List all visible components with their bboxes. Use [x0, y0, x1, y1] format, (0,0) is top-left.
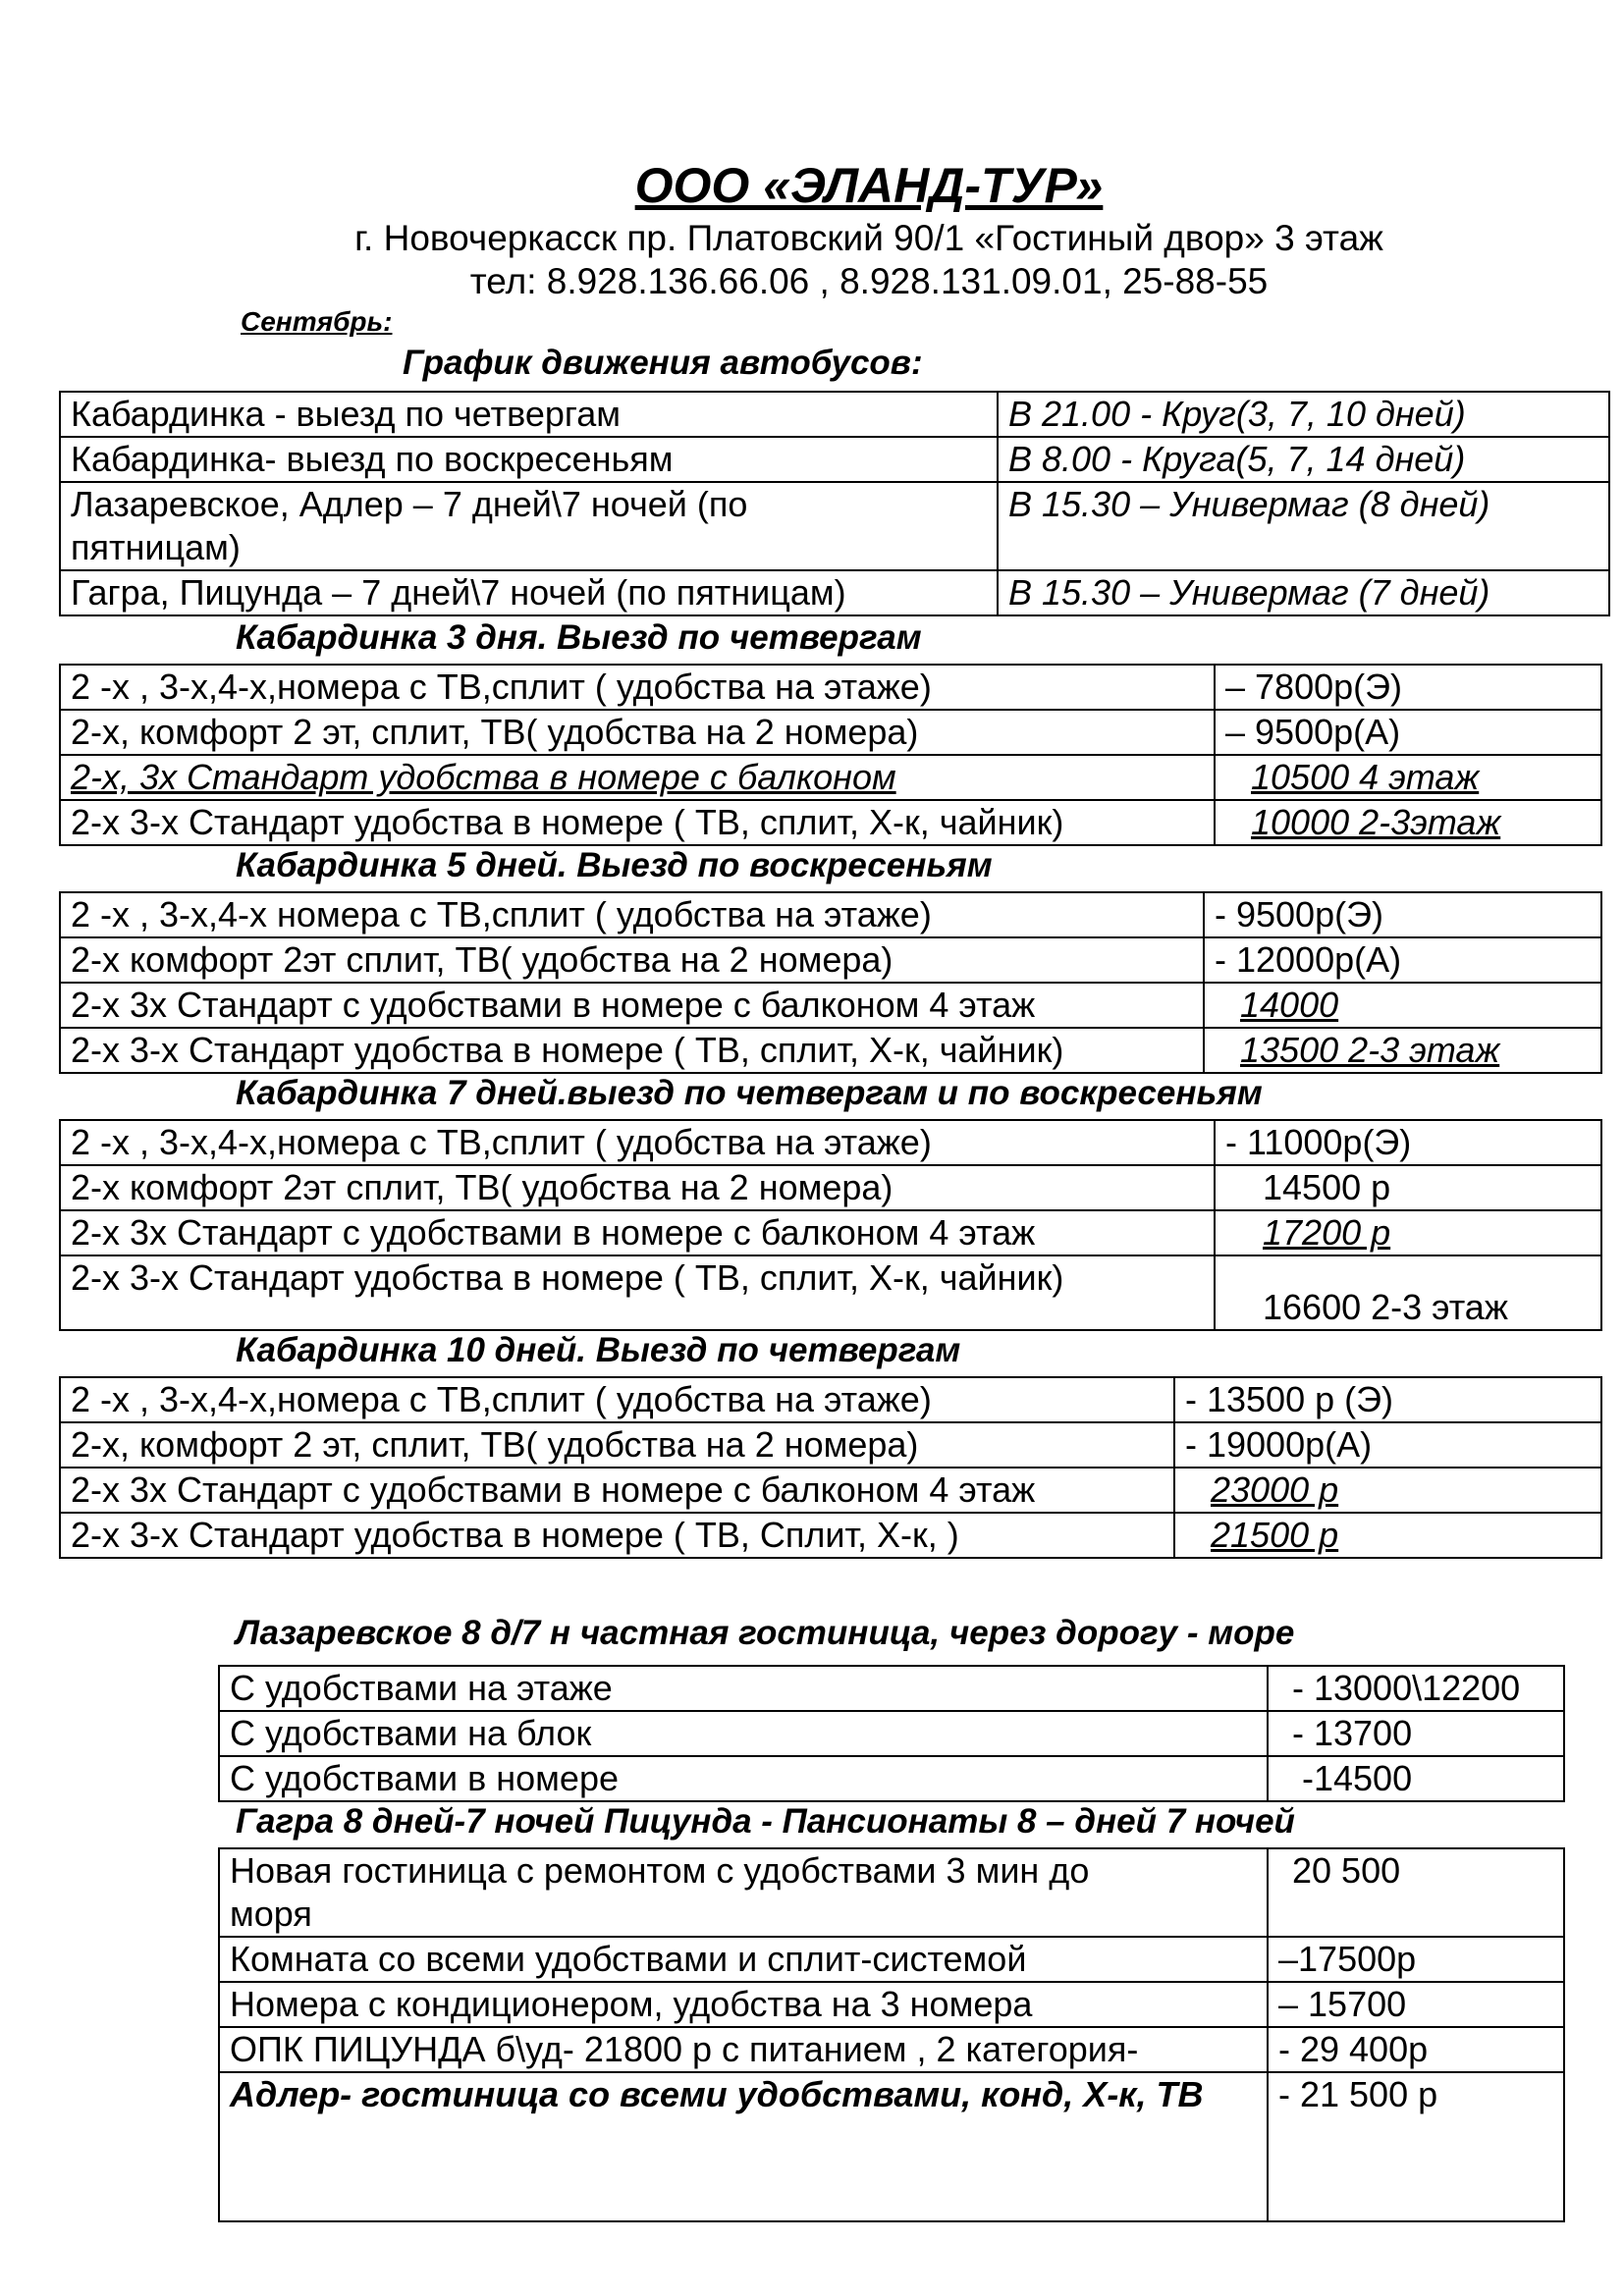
price-cell: - 13500 р (Э) — [1174, 1377, 1601, 1422]
price-cell: 14500 р — [1215, 1165, 1601, 1210]
room-cell: 2-х комфорт 2эт сплит, ТВ( удобства на 2 номера) — [60, 937, 1204, 983]
price-cell: – 7800р(Э) — [1215, 665, 1601, 710]
room-cell: 2-х 3-х Стандарт удобства в номере ( ТВ, сплит, Х-к, чайник) — [60, 800, 1215, 845]
price-cell: –17500р — [1268, 1937, 1564, 1982]
price-cell: 10000 2-3этаж — [1215, 800, 1601, 845]
room-cell: Адлер- гостиница со всеми удобствами, конд, Х-к, ТВ — [219, 2072, 1268, 2221]
table-row — [219, 1711, 1564, 1756]
price-cell: - 11000р(Э) — [1215, 1120, 1601, 1165]
room-cell: Комната со всеми удобствами и сплит-системой — [219, 1937, 1268, 1982]
price-cell: -14500 — [1268, 1756, 1564, 1801]
table-row — [60, 710, 1601, 755]
kab5-heading: Кабардинка 5 дней. Выезд по воскресеньям — [236, 846, 993, 884]
departure-cell: В 15.30 – Универмаг (7 дней) — [998, 570, 1609, 615]
table-row — [60, 482, 1609, 570]
room-cell: 2-х, комфорт 2 эт, сплит, ТВ( удобства на 2 номера) — [60, 1422, 1174, 1468]
route-cell: Кабардинка- выезд по воскресеньям — [60, 437, 998, 482]
price-cell: 20 500 — [1268, 1848, 1564, 1937]
table-row — [60, 1377, 1601, 1422]
gagra-heading: Гагра 8 дней-7 ночей Пицунда - Пансионаты 8 – дней 7 ночей — [236, 1802, 1295, 1841]
table-row — [60, 937, 1601, 983]
table-row — [60, 1468, 1601, 1513]
room-cell: 2 -х , 3-х,4-х номера с ТВ,сплит ( удобства на этаже) — [60, 892, 1204, 937]
table-row — [60, 983, 1601, 1028]
departure-cell: В 21.00 - Круг(3, 7, 10 дней) — [998, 392, 1609, 437]
room-cell: 2-х 3х Стандарт с удобствами в номере с балконом 4 этаж — [60, 1468, 1174, 1513]
table-row — [60, 892, 1601, 937]
room-cell: 2-х 3х Стандарт с удобствами в номере с балконом 4 этаж — [60, 1210, 1215, 1255]
table-row — [60, 437, 1609, 482]
route-cell: Лазаревское, Адлер – 7 дней\7 ночей (по пятницам) — [60, 482, 998, 570]
room-cell: 2-х 3-х Стандарт удобства в номере ( ТВ, сплит, Х-к, чайник) — [60, 1028, 1204, 1073]
table-row — [219, 1982, 1564, 2027]
room-cell: С удобствами в номере — [219, 1756, 1268, 1801]
room-cell: С удобствами на этаже — [219, 1666, 1268, 1711]
company-title: ООО «ЭЛАНД-ТУР» — [634, 158, 1104, 213]
table-row — [60, 1120, 1601, 1165]
room-cell: 2 -х , 3-х,4-х,номера с ТВ,сплит ( удобства на этаже) — [60, 1377, 1174, 1422]
table-row — [60, 1513, 1601, 1558]
room-cell: 2-х, комфорт 2 эт, сплит, ТВ( удобства на 2 номера) — [60, 710, 1215, 755]
price-cell: 16600 2-3 этаж — [1215, 1255, 1601, 1330]
table-row — [60, 665, 1601, 710]
table-row — [219, 1848, 1564, 1937]
price-cell: 23000 р — [1174, 1468, 1601, 1513]
gagra-table — [218, 1847, 1565, 2222]
price-cell: - 13000\12200 — [1268, 1666, 1564, 1711]
lazarevskoe-heading: Лазаревское 8 д/7 н частная гостиница, через дорогу - море — [236, 1614, 1295, 1652]
price-cell: 10500 4 этаж — [1215, 755, 1601, 800]
table-row — [60, 1255, 1601, 1330]
price-cell: - 13700 — [1268, 1711, 1564, 1756]
room-cell: 2 -х , 3-х,4-х,номера с ТВ,сплит ( удобства на этаже) — [60, 1120, 1215, 1165]
month-label: Сентябрь: — [241, 306, 393, 337]
price-cell: - 9500р(Э) — [1204, 892, 1601, 937]
table-row — [219, 2027, 1564, 2072]
table-row — [60, 755, 1601, 800]
room-cell: 2 -х , 3-х,4-х,номера с ТВ,сплит ( удобства на этаже) — [60, 665, 1215, 710]
table-row — [60, 1210, 1601, 1255]
table-row — [60, 1028, 1601, 1073]
room-cell: 2-х 3х Стандарт с удобствами в номере с балконом 4 этаж — [60, 983, 1204, 1028]
price-cell: - 19000р(А) — [1174, 1422, 1601, 1468]
price-cell: 21500 р — [1174, 1513, 1601, 1558]
price-cell: - 29 400р — [1268, 2027, 1564, 2072]
company-phones: тел: 8.928.136.66.06 , 8.928.131.09.01, 25-88-55 — [469, 261, 1269, 301]
table-row — [60, 392, 1609, 437]
table-row — [219, 1666, 1564, 1711]
kab5-table — [59, 891, 1602, 1074]
table-row — [219, 1937, 1564, 1982]
kab7-heading: Кабардинка 7 дней.выезд по четвергам и по воскресеньям — [236, 1074, 1263, 1112]
schedule-table — [59, 391, 1610, 616]
price-cell: 13500 2-3 этаж — [1204, 1028, 1601, 1073]
price-cell: - 12000р(А) — [1204, 937, 1601, 983]
table-row — [219, 1756, 1564, 1801]
room-cell: 2-х 3-х Стандарт удобства в номере ( ТВ, Сплит, Х-к, ) — [60, 1513, 1174, 1558]
price-cell: - 21 500 р — [1268, 2072, 1564, 2221]
departure-cell: В 8.00 - Круга(5, 7, 14 дней) — [998, 437, 1609, 482]
room-cell: 2-х комфорт 2эт сплит, ТВ( удобства на 2 номера) — [60, 1165, 1215, 1210]
price-cell: 14000 — [1204, 983, 1601, 1028]
table-row — [60, 800, 1601, 845]
price-cell: – 9500р(А) — [1215, 710, 1601, 755]
kab7-table — [59, 1119, 1602, 1331]
departure-cell: В 15.30 – Универмаг (8 дней) — [998, 482, 1609, 570]
kab3-heading: Кабардинка 3 дня. Выезд по четвергам — [236, 618, 922, 657]
kab3-table — [59, 664, 1602, 846]
room-cell: Номера с кондиционером, удобства на 3 номера — [219, 1982, 1268, 2027]
price-cell: – 15700 — [1268, 1982, 1564, 2027]
room-cell: ОПК ПИЦУНДА б\уд- 21800 р с питанием , 2 категория- — [219, 2027, 1268, 2072]
route-cell: Гагра, Пицунда – 7 дней\7 ночей (по пятницам) — [60, 570, 998, 615]
room-cell: С удобствами на блок — [219, 1711, 1268, 1756]
kab10-heading: Кабардинка 10 дней. Выезд по четвергам — [236, 1331, 961, 1369]
table-row — [60, 1165, 1601, 1210]
lazarevskoe-table — [218, 1665, 1565, 1802]
room-cell: 2-х, 3х Стандарт удобства в номере с балконом — [60, 755, 1215, 800]
schedule-heading: График движения автобусов: — [403, 344, 923, 382]
room-cell: Новая гостиница с ремонтом с удобствами 3 мин до моря — [219, 1848, 1268, 1937]
price-cell: 17200 р — [1215, 1210, 1601, 1255]
company-address: г. Новочеркасск пр. Платовский 90/1 «Гостиный двор» 3 этаж — [354, 218, 1383, 258]
route-cell: Кабардинка - выезд по четвергам — [60, 392, 998, 437]
table-row — [60, 1422, 1601, 1468]
room-cell: 2-х 3-х Стандарт удобства в номере ( ТВ, сплит, Х-к, чайник) — [60, 1255, 1215, 1330]
kab10-table — [59, 1376, 1602, 1559]
table-row — [219, 2072, 1564, 2221]
table-row — [60, 570, 1609, 615]
